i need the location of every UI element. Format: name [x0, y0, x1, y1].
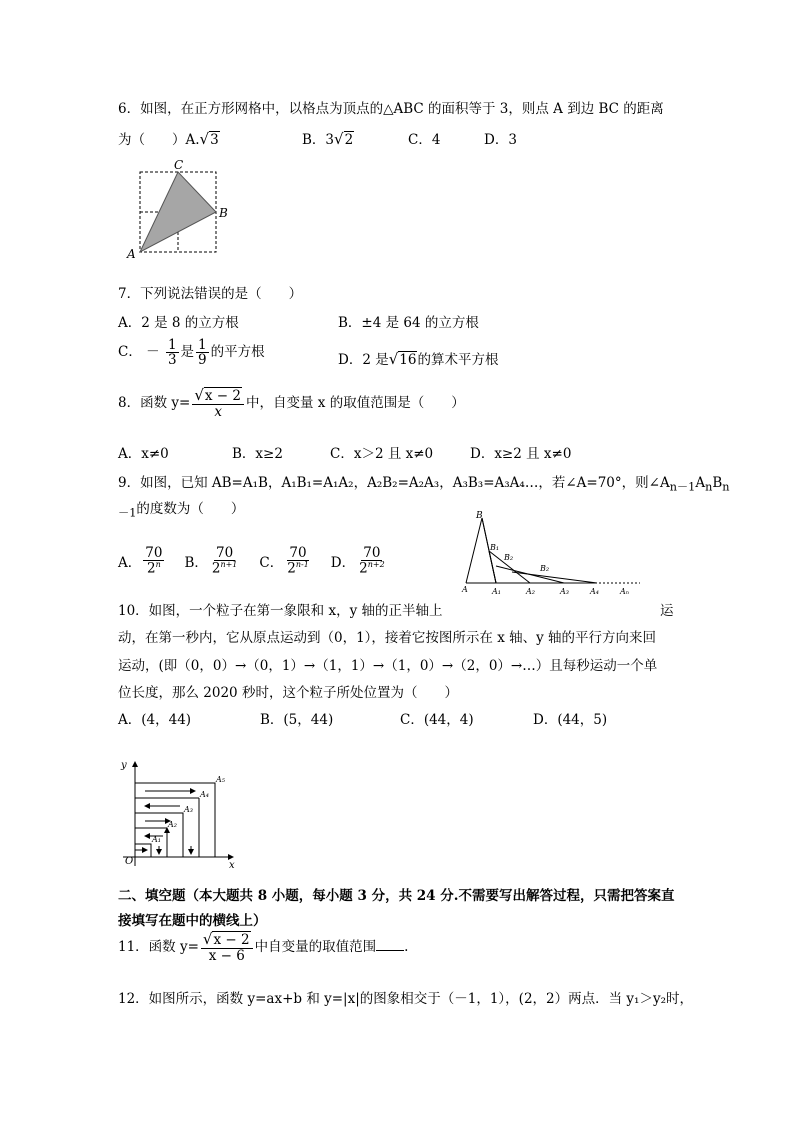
- label-b1: B₁: [490, 543, 500, 552]
- label-x: x: [229, 860, 235, 871]
- q10-option-c: C．(44，4): [400, 712, 474, 728]
- q9-option-1: B． $\frac{70}{2^{n+1}}$: [184, 545, 238, 577]
- fraction: $\frac{70}{2^{n+1}}$: [211, 545, 238, 577]
- segment-b3a4: [512, 572, 597, 583]
- q12-stem: 12．如图所示，函数 y=ax+b 和 y=|x|的图象相交于（－1，1），(2，2）两点．当 y₁＞y₂时，: [118, 991, 693, 1007]
- q9-option-2: C． $\frac{70}{2^{n-1}}$: [259, 545, 309, 577]
- label-o: O: [125, 856, 134, 867]
- sqrt-icon: √: [194, 386, 204, 404]
- label-a2: A₂: [526, 587, 535, 596]
- label-a: A: [127, 247, 136, 260]
- q10-line2: 动，在第一秒内，它从原点运动到（0，1），接着它按图所示在 x 轴、y 轴的平行方向来回: [118, 630, 657, 646]
- q11-stem: 11．函数 y= $\frac{√x - 2}{x - 6}$ 中自变量的取值范围 .: [118, 930, 409, 964]
- label-y: y: [121, 760, 127, 771]
- q10-line4: 位长度，那么 2020 秒时，这个粒子所处位置为（ ）: [118, 685, 458, 701]
- q10-figure: [115, 756, 240, 871]
- label-a3: A₃: [184, 805, 193, 814]
- label-a3: A₃: [560, 587, 569, 596]
- q8-option-c: C．x＞2 且 x≠0: [330, 446, 434, 462]
- label-b: B: [476, 511, 483, 521]
- q6-stem: 6．如图，在正方形网格中，以格点为顶点的△ABC 的面积等于 3，则点 A 到边 BC 的距离: [118, 101, 664, 117]
- q9-option-0: A． $\frac{70}{2^n}$: [118, 545, 163, 577]
- label-a2: A₂: [168, 820, 177, 829]
- label-a: A: [462, 585, 468, 594]
- q10-line3: 运动，(即（0，0）→（0，1）→（1，1）→（1，0）→（2，0）→…）且每秒运动一个单: [118, 658, 658, 674]
- section2-heading-line2: 接填写在题中的横线上）: [118, 913, 267, 929]
- q6-option-d: D．3: [484, 132, 517, 148]
- q10-option-a: A．(4，44): [118, 712, 192, 728]
- q6-a-radicand: 3: [210, 132, 219, 148]
- label-a4: A₄: [590, 587, 599, 596]
- q6-option-b: B．3√2: [302, 130, 354, 148]
- path-1: [135, 828, 167, 857]
- sqrt-icon: √: [202, 930, 213, 948]
- sqrt-icon: √: [199, 130, 210, 148]
- q9-stem-line1: 9．如图，已知 AB=A₁B，A₁B₁=A₁A₂，A₂B₂=A₂A₃，A₃B₃=A₃A₄…，若∠A=70°，则$\angle A_{n-1}A_nB_n$: [118, 475, 730, 494]
- q7-option-d: D．2 是√16的算术平方根: [338, 350, 499, 368]
- q9-stem-line2: $_{-1}$的度数为（ ）: [118, 501, 245, 520]
- section2-heading-line1: 二、填空题（本大题共 8 小题，每小题 3 分，共 24 分.不需要写出解答过程，只需把答案直: [118, 888, 675, 904]
- q7-option-c: C． － $\frac{1}{3}$ 是 $\frac{1}{9}$ 的平方根: [118, 337, 265, 369]
- q9-option-3: D． $\frac{70}{2^{n+2}}$: [330, 545, 385, 577]
- fraction: $\frac{70}{2^n}$: [145, 545, 163, 577]
- label-c: C: [174, 158, 184, 172]
- q10-line1: 10．如图，一个粒子在第一象限和 x，y 轴的正半轴上: [118, 603, 443, 619]
- label-b2: B₂: [504, 553, 514, 562]
- fraction: $\frac{1}{3}$: [167, 337, 177, 369]
- q10-option-d: D．(44，5): [533, 712, 608, 728]
- answer-blank[interactable]: [376, 938, 404, 951]
- fraction: $\frac{1}{9}$: [198, 337, 207, 369]
- label-a4: A₄: [200, 790, 209, 799]
- label-b3: B₂: [540, 564, 550, 573]
- q8-option-d: D．x≥2 且 x≠0: [470, 446, 572, 462]
- label-a1: A₁: [152, 835, 161, 844]
- q6-option-c: C．4: [408, 132, 441, 148]
- q6-options: [118, 128, 220, 148]
- sqrt-icon: √: [388, 350, 399, 368]
- q9-figure: [460, 508, 645, 600]
- q8-option-b: B．x≥2: [232, 446, 283, 462]
- q8-option-a: A．x≠0: [118, 446, 169, 462]
- fraction: $\frac{70}{2^{n+2}}$: [359, 545, 385, 577]
- fraction: $\frac{√x - 2}{x - 6}$: [201, 932, 253, 963]
- q7-option-a: A．2 是 8 的立方根: [118, 315, 239, 331]
- q10-option-b: B．(5，44): [260, 712, 334, 728]
- q10-line1-right: 运: [660, 603, 674, 619]
- label-b: B: [219, 206, 228, 220]
- q7-stem: 7．下列说法错误的是（ ）: [118, 286, 303, 302]
- label-an: Aₙ: [620, 587, 630, 596]
- q6-figure: [124, 156, 234, 260]
- label-a1: A₁: [492, 587, 501, 596]
- q8-stem: 8．函数 y= $\frac{√x - 2}{x}$ 中，自变量 x 的取值范围是（ ）: [118, 386, 465, 420]
- label-a5: A₅: [216, 775, 225, 784]
- q6-prefix: 为（ ）A.: [118, 132, 200, 148]
- fraction: $\frac{70}{2^{n-1}}$: [287, 545, 309, 577]
- fraction: $\frac{√x - 2}{x}$: [192, 388, 244, 419]
- q9-options: [118, 546, 407, 576]
- q7-option-b: B．±4 是 64 的立方根: [338, 315, 479, 331]
- sqrt-icon: √: [334, 130, 344, 148]
